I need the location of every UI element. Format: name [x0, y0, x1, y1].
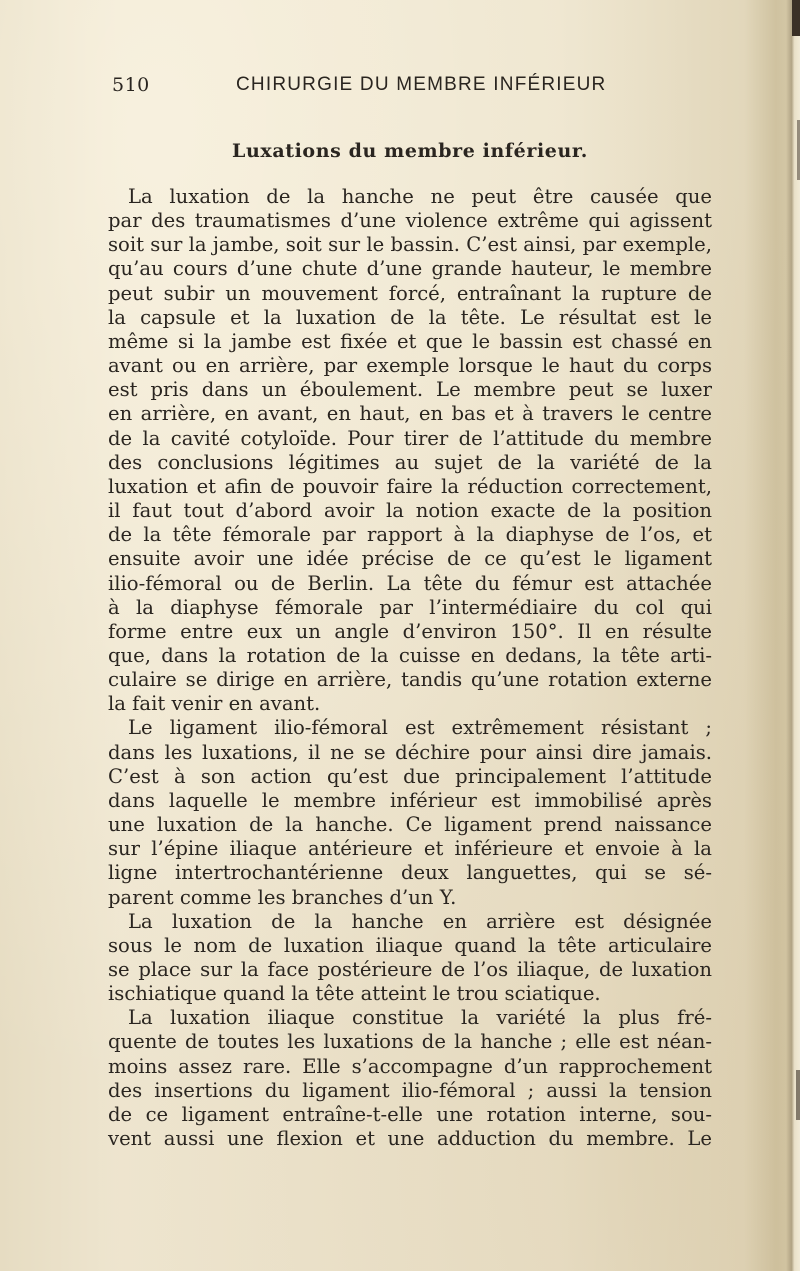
- text-line: en arrière, en avant, en haut, en bas et à travers le centre: [108, 402, 712, 426]
- text-line: soit sur la jambe, soit sur le bassin. C’est ainsi, par exemple,: [108, 233, 712, 257]
- text-line: La luxation de la hanche en arrière est désignée: [128, 909, 712, 933]
- text-line: ensuite avoir une idée précise de ce qu’est le ligament: [108, 547, 712, 571]
- text-line: forme entre eux un angle d’environ 150°. Il en résulte: [108, 619, 712, 643]
- text-line: à la diaphyse fémorale par l’intermédiaire du col qui: [108, 595, 712, 619]
- text-line: C’est à son action qu’est due principalement l’attitude: [108, 764, 712, 788]
- text-line: ischiatique quand la tête atteint le trou sciatique.: [108, 982, 601, 1006]
- text-line: de la cavité cotyloïde. Pour tirer de l’attitude du membre: [108, 426, 712, 450]
- text-line: luxation et afin de pouvoir faire la réduction correctement,: [108, 474, 712, 498]
- text-line: dans laquelle le membre inférieur est immobilisé après: [108, 788, 712, 812]
- body-text: [108, 185, 712, 1151]
- text-line: la capsule et la luxation de la tête. Le résultat est le: [108, 305, 712, 329]
- text-line: sur l’épine iliaque antérieure et inférieure et envoie à la: [108, 837, 712, 861]
- text-line: des insertions du ligament ilio-fémoral ; aussi la tension: [108, 1078, 712, 1102]
- text-line: vent aussi une flexion et une adduction du membre. Le: [108, 1127, 712, 1151]
- text-line: avant ou en arrière, par exemple lorsque le haut du corps: [108, 354, 712, 378]
- text-line: de ce ligament entraîne-t-elle une rotation interne, sou-: [108, 1102, 712, 1126]
- text-line: moins assez rare. Elle s’accompagne d’un rapprochement: [108, 1054, 712, 1078]
- page-edge-mark: [792, 0, 800, 36]
- text-line: peut subir un mouvement forcé, entraînant la rupture de: [108, 281, 712, 305]
- text-line: qu’au cours d’une chute d’une grande hauteur, le membre: [108, 257, 712, 281]
- text-line: de la tête fémorale par rapport à la diaphyse de l’os, et: [108, 523, 712, 547]
- text-line: même si la jambe est fixée et que le bassin est chassé en: [108, 329, 712, 353]
- text-line: par des traumatismes d’une violence extrême qui agissent: [108, 209, 712, 233]
- text-line: parent comme les branches d’un Y.: [108, 885, 457, 909]
- running-title: CHIRURGIE DU MEMBRE INFÉRIEUR: [236, 74, 607, 95]
- running-header: [112, 74, 708, 100]
- text-line: que, dans la rotation de la cuisse en dedans, la tête arti-: [108, 643, 712, 667]
- text-line: La luxation de la hanche ne peut être causée que: [128, 185, 712, 208]
- text-line: se place sur la face postérieure de l’os iliaque, de luxation: [108, 958, 712, 981]
- text-line: La luxation iliaque constitue la variété la plus fré-: [128, 1006, 712, 1030]
- text-line: dans les luxations, il ne se déchire pour ainsi dire jamais.: [108, 740, 712, 764]
- text-line: ligne intertrochantérienne deux languettes, qui se sé-: [108, 861, 712, 885]
- text-line: Le ligament ilio-fémoral est extrêmement résistant ;: [128, 716, 712, 740]
- text-line: ilio-fémoral ou de Berlin. La tête du fémur est attachée: [108, 571, 712, 595]
- text-line: sous le nom de luxation iliaque quand la tête articulaire: [108, 933, 712, 957]
- text-line: quente de toutes les luxations de la hanche ; elle est néan-: [108, 1030, 712, 1054]
- text-line: la fait venir en avant.: [108, 692, 321, 716]
- text-line: des conclusions légitimes au sujet de la variété de la: [108, 450, 712, 474]
- text-line: il faut tout d’abord avoir la notion exacte de la position: [108, 499, 712, 523]
- text-line: culaire se dirige en arrière, tandis qu’une rotation externe: [108, 668, 712, 692]
- text-line: est pris dans un éboulement. Le membre peut se luxer: [108, 378, 712, 402]
- section-title: Luxations du membre inférieur.: [232, 140, 588, 162]
- page-edge-mark: [796, 1070, 800, 1120]
- page-number: 510: [112, 74, 150, 96]
- text-line: une luxation de la hanche. Ce ligament prend naissance: [108, 813, 712, 837]
